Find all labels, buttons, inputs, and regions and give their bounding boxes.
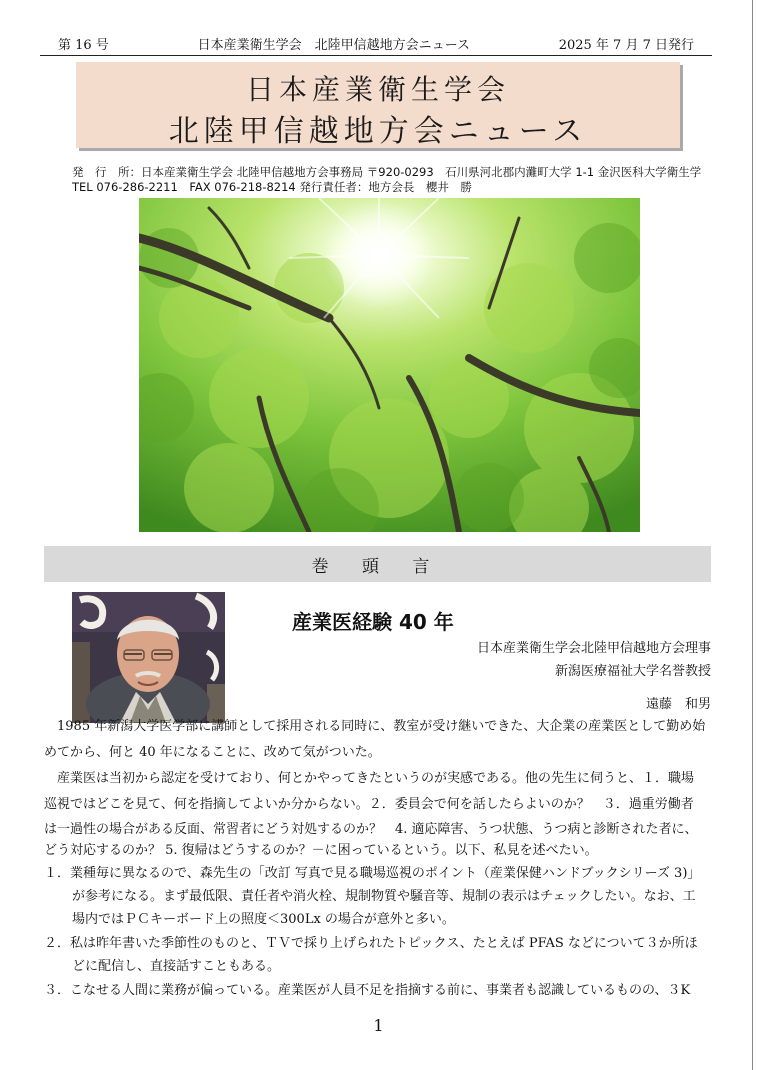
- body-text-line: めてから、何と 40 年になることに、改めて気がついた。: [44, 745, 381, 760]
- masthead: [76, 62, 680, 148]
- author-portrait: [72, 592, 225, 723]
- publisher-address: 発 行 所：日本産業衛生学会 北陸甲信越地方会事務局 〒920-0293 石川県河北郡内灘町大学 1-1 金沢医科大学衛生学: [72, 165, 702, 179]
- running-header: [40, 34, 712, 56]
- issue-date: 2025 年 7 月 7 日発行: [558, 38, 694, 53]
- masthead-title-line1: 日本産業衛生学会: [245, 73, 510, 106]
- body-text-line: ３．こなせる人間に業務が偏っている。産業医が人員不足を指摘する前に、事業者も認識しているものの、３K: [44, 983, 691, 998]
- author-affiliation-2: 新潟医療福祉大学名誉教授: [554, 664, 711, 679]
- author-name: 遠藤 和男: [645, 697, 711, 712]
- article-title: 産業医経験 40 年: [292, 610, 454, 634]
- body-text-line: は一過性の場合がある反面、常習者にどう対処するのか？ 4. 適応障害、うつ状態、うつ病と診断された者に、: [44, 822, 698, 837]
- newsletter-name: 日本産業衛生学会 北陸甲信越地方会ニュース: [197, 38, 470, 53]
- body-text-line: どに配信し、直接話すこともある。: [72, 959, 281, 974]
- masthead-title-line2: 北陸甲信越地方会ニュース: [168, 114, 588, 149]
- body-text-line: 巡視ではどこを見て、何を指摘してよいか分からない。２．委員会で何を話したらよいのか？ ３．過重労働者: [44, 797, 694, 812]
- page-edge-rule: [752, 0, 753, 1070]
- forest-canopy-photo: [139, 198, 640, 532]
- body-text-line: １．業種毎に異なるので、森先生の「改訂 写真で見る職場巡視のポイント（産業保健ハンドブックシリーズ 3)」: [44, 866, 701, 881]
- body-text-line: 産業医は当初から認定を受けており、何とかやってきたというのが実感である。他の先生に伺うと、１．職場: [44, 771, 695, 786]
- publisher-contact: TEL 076-286-2211 FAX 076-218-8214 発行責任者：地方会長 櫻井 勝: [72, 180, 472, 194]
- body-text-line: どう対応するのか？ 5. 復帰はどうするのか？－に困っているという。以下、私見を述べたい。: [44, 843, 598, 858]
- page-number: 1: [373, 1016, 384, 1035]
- body-text-line: 場内ではＰＣキーボード上の照度＜300Lx の場合が意外と多い。: [72, 912, 455, 927]
- body-text-line: が参考になる。まず最低限、責任者や消火栓、規制物質や騒音等、規制の表示はチェックしたい。なお、工: [72, 889, 696, 904]
- author-affiliation-1: 日本産業衛生学会北陸甲信越地方会理事: [476, 641, 711, 656]
- section-heading: 巻 頭 言: [44, 546, 711, 582]
- issue-number: 第 16 号: [58, 38, 109, 53]
- body-text-line: ２．私は昨年書いた季節性のものと、ＴＶで採り上げられたトピックス、たとえば PFAS などについて３か所ほ: [44, 936, 698, 951]
- body-text-line: 1985 年新潟大学医学部に講師として採用される同時に、教室が受け継いできた、大企業の産業医として勤め始: [44, 719, 706, 734]
